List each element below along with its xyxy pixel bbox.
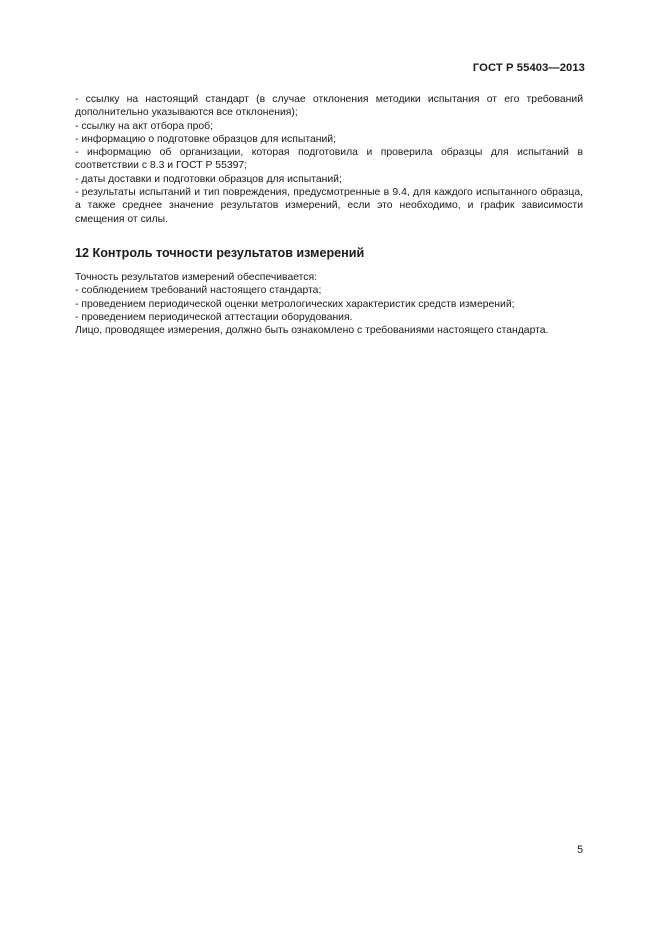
section-12-body [75,271,583,337]
standard-code-header: ГОСТ Р 55403—2013 [472,62,585,74]
section-12-item: - проведением периодической аттестации оборудования. [75,311,353,323]
report-item-organization-info: - информацию об организации, которая подготовила и проверила образцы для испытаний в соответствии с 8.3 и ГОСТ Р 55397; [75,147,583,172]
report-item-test-results: - результаты испытаний и тип повреждения, предусмотренные в 9.4, для каждого испытанного образца, а также среднее значение результатов измерений, если это необходимо, и график зависимости смещения от силы. [75,187,583,225]
section-12-closing: Лицо, проводящее измерения, должно быть ознакомлено с требованиями настоящего стандарта. [75,325,549,337]
report-item-sample-preparation: - информацию о подготовке образцов для испытаний; [75,133,336,145]
page-number: 5 [577,844,583,856]
report-items-list [75,93,583,226]
section-12-title: 12 Контроль точности результатов измерений [75,245,365,260]
report-item-standard-reference [75,93,583,120]
page-content [75,93,583,337]
section-12-intro: Точность результатов измерений обеспечивается: [75,271,318,283]
section-12-item: - проведением периодической оценки метрологических характеристик средств измерений; [75,298,515,310]
report-item-delivery-dates: - даты доставки и подготовки образцов для испытаний; [75,173,342,185]
section-12-item: - соблюдением требований настоящего стандарта; [75,285,322,297]
report-item-text: - ссылку на настоящий стандарт (в случае отклонения методики испытания от его требований дополнительно указываются все отклонения); [75,94,583,119]
report-item-sampling-act: - ссылку на акт отбора проб; [75,120,214,132]
